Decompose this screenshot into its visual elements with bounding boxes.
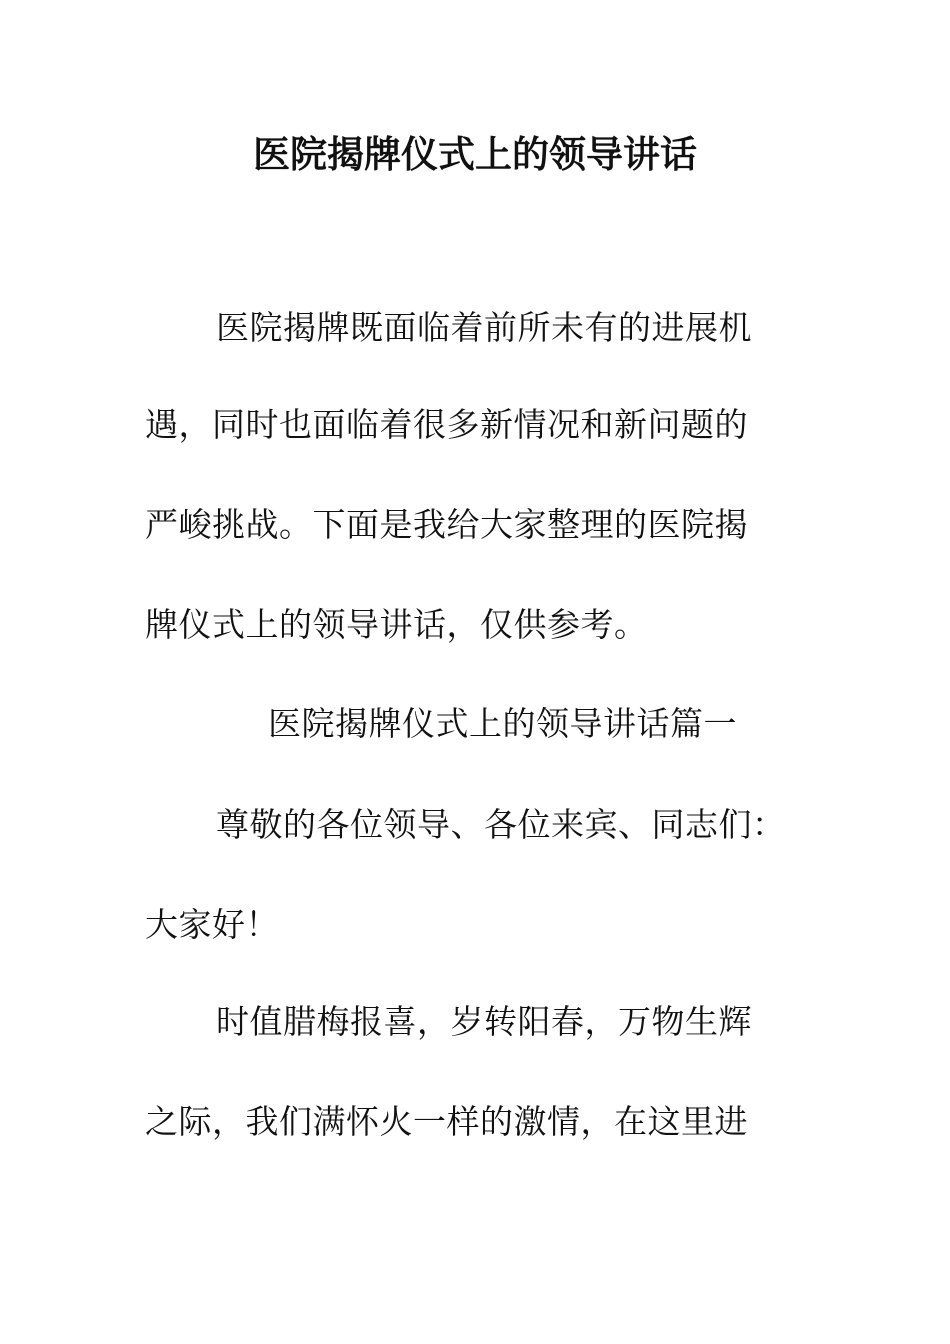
document-title: 医院揭牌仪式上的领导讲话 (253, 132, 697, 176)
paragraph-line: 大家好！ (145, 905, 279, 944)
paragraph-line: 尊敬的各位领导、各位来宾、同志们： (216, 805, 786, 844)
paragraph-line: 牌仪式上的领导讲话，仅供参考。 (145, 605, 648, 644)
paragraph-line: 之际，我们满怀火一样的激情，在这里进 (145, 1102, 748, 1141)
paragraph-line: 遇，同时也面临着很多新情况和新问题的 (145, 405, 748, 444)
section-heading: 医院揭牌仪式上的领导讲话篇一 (268, 704, 737, 743)
paragraph-line: 时值腊梅报喜，岁转阳春，万物生辉 (216, 1002, 752, 1041)
paragraph-line: 严峻挑战。下面是我给大家整理的医院揭 (145, 505, 748, 544)
paragraph-line: 医院揭牌既面临着前所未有的进展机 (216, 308, 752, 347)
